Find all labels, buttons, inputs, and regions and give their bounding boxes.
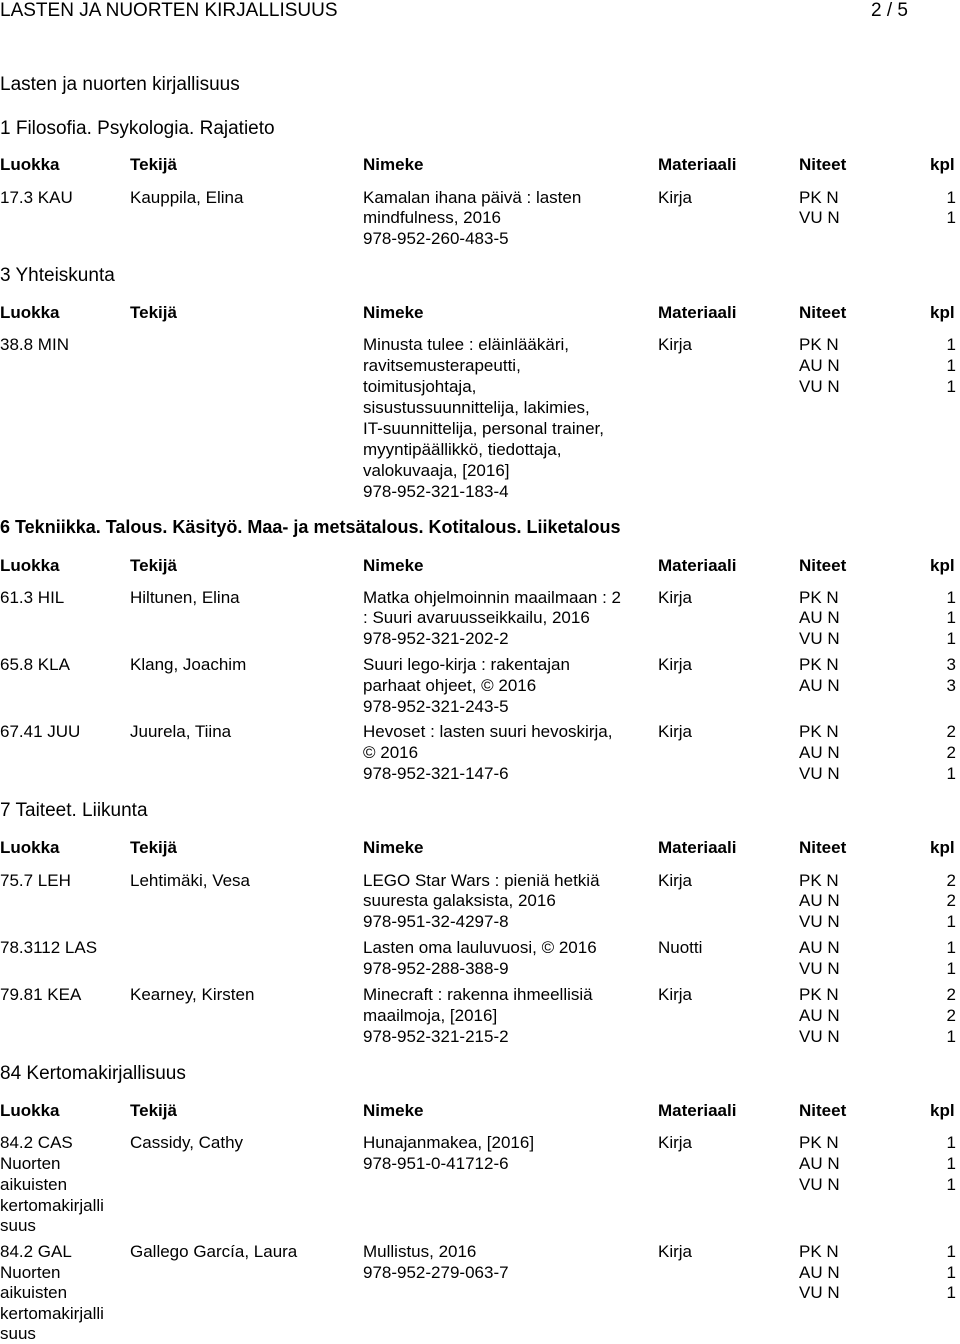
- entry-materiaali: Kirja: [658, 985, 693, 1004]
- col-nimeke: Nimeke: [363, 155, 424, 174]
- entry-kpl: 3: [946, 655, 956, 674]
- entry-isbn: 978-952-321-202-2: [363, 629, 509, 648]
- entry-tekija: Kearney, Kirsten: [130, 985, 255, 1004]
- entry-kpl: 2: [946, 985, 956, 1004]
- entry-nimeke-line: maailmoja, [2016]: [363, 1006, 498, 1025]
- entry-luokka: kertomakirjalli: [0, 1196, 104, 1215]
- col-tekija: Tekijä: [130, 556, 177, 575]
- col-luokka: Luokka: [0, 303, 60, 322]
- entry-niteet: AU N: [799, 891, 840, 910]
- col-nimeke: Nimeke: [363, 303, 424, 322]
- entry-niteet: AU N: [799, 356, 840, 375]
- col-niteet: Niteet: [799, 1101, 847, 1120]
- entry-nimeke-line: suuresta galaksista, 2016: [363, 891, 556, 910]
- entry-materiaali: Kirja: [658, 871, 693, 890]
- entry-materiaali: Kirja: [658, 335, 693, 354]
- entry-niteet: VU N: [799, 629, 840, 648]
- entry-luokka: 65.8 KLA: [0, 655, 70, 674]
- entry-luokka: 38.8 MIN: [0, 335, 69, 354]
- document-title: Lasten ja nuorten kirjallisuus: [0, 74, 240, 95]
- entry-kpl: 1: [946, 356, 956, 375]
- entry-niteet: PK N: [799, 871, 839, 890]
- entry-kpl: 1: [946, 1154, 956, 1173]
- entry-kpl: 1: [946, 208, 956, 227]
- entry-nimeke-line: Mullistus, 2016: [363, 1242, 477, 1261]
- entry-materiaali: Kirja: [658, 588, 693, 607]
- entry-luokka: 17.3 KAU: [0, 188, 73, 207]
- entry-luokka: suus: [0, 1216, 36, 1235]
- entry-luokka: kertomakirjalli: [0, 1304, 104, 1323]
- entry-luokka: Nuorten: [0, 1154, 61, 1173]
- entry-niteet: PK N: [799, 588, 839, 607]
- entry-niteet: AU N: [799, 938, 840, 957]
- entry-niteet: VU N: [799, 208, 840, 227]
- col-kpl: kpl: [930, 1101, 955, 1120]
- entry-isbn: 978-952-288-388-9: [363, 959, 509, 978]
- entry-kpl: 2: [946, 871, 956, 890]
- entry-kpl: 1: [946, 377, 956, 396]
- entry-kpl: 2: [946, 743, 956, 762]
- entry-kpl: 1: [946, 335, 956, 354]
- col-materiaali: Materiaali: [658, 303, 737, 322]
- entry-nimeke-line: ravitsemusterapeutti,: [363, 356, 521, 375]
- col-materiaali: Materiaali: [658, 838, 737, 857]
- section-title: 7 Taiteet. Liikunta: [0, 800, 148, 821]
- entry-niteet: VU N: [799, 1027, 840, 1046]
- entry-materiaali: Kirja: [658, 655, 693, 674]
- entry-niteet: PK N: [799, 722, 839, 741]
- section-title: 84 Kertomakirjallisuus: [0, 1063, 186, 1084]
- entry-nimeke-line: valokuvaaja, [2016]: [363, 461, 510, 480]
- entry-isbn: 978-952-321-215-2: [363, 1027, 509, 1046]
- entry-niteet: AU N: [799, 608, 840, 627]
- col-materiaali: Materiaali: [658, 155, 737, 174]
- entry-nimeke-line: Hevoset : lasten suuri hevoskirja,: [363, 722, 613, 741]
- col-tekija: Tekijä: [130, 838, 177, 857]
- entry-kpl: 1: [946, 1263, 956, 1282]
- col-tekija: Tekijä: [130, 303, 177, 322]
- entry-kpl: 3: [946, 676, 956, 695]
- entry-isbn: 978-952-260-483-5: [363, 229, 509, 248]
- entry-kpl: 1: [946, 1242, 956, 1261]
- entry-niteet: VU N: [799, 1283, 840, 1302]
- entry-luokka: suus: [0, 1324, 36, 1343]
- entry-materiaali: Kirja: [658, 1242, 693, 1261]
- col-kpl: kpl: [930, 838, 955, 857]
- entry-kpl: 2: [946, 722, 956, 741]
- entry-isbn: 978-951-32-4297-8: [363, 912, 509, 931]
- entry-niteet: VU N: [799, 912, 840, 931]
- entry-luokka: 78.3112 LAS: [0, 938, 98, 957]
- entry-kpl: 1: [946, 1283, 956, 1302]
- entry-nimeke-line: sisustussuunnittelija, lakimies,: [363, 398, 590, 417]
- entry-kpl: 2: [946, 891, 956, 910]
- col-kpl: kpl: [930, 556, 955, 575]
- section-title: 6 Tekniikka. Talous. Käsityö. Maa- ja metsätalous. Kotitalous. Liiketalous: [0, 517, 621, 537]
- entry-isbn: 978-952-279-063-7: [363, 1263, 509, 1282]
- entry-nimeke-line: IT-suunnittelija, personal trainer,: [363, 419, 604, 438]
- entry-materiaali: Kirja: [658, 722, 693, 741]
- col-materiaali: Materiaali: [658, 556, 737, 575]
- entry-nimeke-line: Matka ohjelmoinnin maailmaan : 2: [363, 588, 621, 607]
- col-luokka: Luokka: [0, 838, 60, 857]
- entry-luokka: 84.2 GAL: [0, 1242, 72, 1261]
- page-number: 2 / 5: [871, 0, 908, 21]
- entry-nimeke-line: © 2016: [363, 743, 419, 762]
- entry-niteet: VU N: [799, 764, 840, 783]
- col-niteet: Niteet: [799, 838, 847, 857]
- entry-kpl: 1: [946, 188, 956, 207]
- col-nimeke: Nimeke: [363, 556, 424, 575]
- entry-niteet: AU N: [799, 676, 840, 695]
- entry-niteet: VU N: [799, 377, 840, 396]
- entry-kpl: 1: [946, 629, 956, 648]
- entry-kpl: 2: [946, 1006, 956, 1025]
- entry-nimeke-line: parhaat ohjeet, © 2016: [363, 676, 537, 695]
- entry-niteet: VU N: [799, 959, 840, 978]
- col-luokka: Luokka: [0, 1101, 60, 1120]
- col-materiaali: Materiaali: [658, 1101, 737, 1120]
- entry-luokka: aikuisten: [0, 1175, 68, 1194]
- entry-luokka: 84.2 CAS: [0, 1133, 73, 1152]
- entry-tekija: Cassidy, Cathy: [130, 1133, 244, 1152]
- entry-nimeke-line: Suuri lego-kirja : rakentajan: [363, 655, 570, 674]
- col-tekija: Tekijä: [130, 155, 177, 174]
- entry-niteet: AU N: [799, 743, 840, 762]
- entry-nimeke-line: Minusta tulee : eläinlääkäri,: [363, 335, 570, 354]
- entry-niteet: PK N: [799, 655, 839, 674]
- entry-kpl: 1: [946, 1175, 956, 1194]
- entry-nimeke-line: LEGO Star Wars : pieniä hetkiä: [363, 871, 600, 890]
- entry-tekija: Klang, Joachim: [130, 655, 247, 674]
- entry-nimeke-line: Hunajanmakea, [2016]: [363, 1133, 535, 1152]
- col-niteet: Niteet: [799, 556, 847, 575]
- entry-kpl: 1: [946, 1027, 956, 1046]
- entry-luokka: aikuisten: [0, 1283, 68, 1302]
- col-kpl: kpl: [930, 155, 955, 174]
- entry-niteet: AU N: [799, 1006, 840, 1025]
- col-nimeke: Nimeke: [363, 1101, 424, 1120]
- entry-niteet: AU N: [799, 1263, 840, 1282]
- entry-nimeke-line: myyntipäällikkö, tiedottaja,: [363, 440, 562, 459]
- col-tekija: Tekijä: [130, 1101, 177, 1120]
- entry-luokka: 75.7 LEH: [0, 871, 71, 890]
- entry-nimeke-line: : Suuri avaruusseikkailu, 2016: [363, 608, 590, 627]
- col-nimeke: Nimeke: [363, 838, 424, 857]
- entry-luokka: 61.3 HIL: [0, 588, 65, 607]
- entry-kpl: 1: [946, 938, 956, 957]
- section-title: 3 Yhteiskunta: [0, 265, 115, 286]
- page-header-title: LASTEN JA NUORTEN KIRJALLISUUS: [0, 0, 338, 21]
- entry-kpl: 1: [946, 608, 956, 627]
- entry-niteet: PK N: [799, 335, 839, 354]
- entry-kpl: 1: [946, 1133, 956, 1152]
- entry-niteet: PK N: [799, 1133, 839, 1152]
- col-niteet: Niteet: [799, 303, 847, 322]
- entry-nimeke-line: mindfulness, 2016: [363, 208, 501, 227]
- entry-kpl: 1: [946, 588, 956, 607]
- entry-niteet: PK N: [799, 985, 839, 1004]
- entry-isbn: 978-952-321-243-5: [363, 697, 509, 716]
- col-luokka: Luokka: [0, 155, 60, 174]
- col-kpl: kpl: [930, 303, 955, 322]
- entry-nimeke-line: Minecraft : rakenna ihmeellisiä: [363, 985, 593, 1004]
- entry-nimeke-line: Kamalan ihana päivä : lasten: [363, 188, 582, 207]
- col-luokka: Luokka: [0, 556, 60, 575]
- entry-tekija: Gallego García, Laura: [130, 1242, 298, 1261]
- entry-niteet: PK N: [799, 1242, 839, 1261]
- entry-materiaali: Nuotti: [658, 938, 703, 957]
- entry-niteet: PK N: [799, 188, 839, 207]
- entry-niteet: AU N: [799, 1154, 840, 1173]
- col-niteet: Niteet: [799, 155, 847, 174]
- entry-tekija: Hiltunen, Elina: [130, 588, 240, 607]
- entry-tekija: Kauppila, Elina: [130, 188, 244, 207]
- entry-tekija: Lehtimäki, Vesa: [130, 871, 251, 890]
- entry-materiaali: Kirja: [658, 188, 693, 207]
- entry-isbn: 978-952-321-147-6: [363, 764, 509, 783]
- entry-kpl: 1: [946, 959, 956, 978]
- entry-tekija: Juurela, Tiina: [130, 722, 232, 741]
- entry-nimeke-line: toimitusjohtaja,: [363, 377, 477, 396]
- entry-luokka: 67.41 JUU: [0, 722, 81, 741]
- entry-isbn: 978-951-0-41712-6: [363, 1154, 509, 1173]
- entry-niteet: VU N: [799, 1175, 840, 1194]
- entry-luokka: 79.81 KEA: [0, 985, 82, 1004]
- entry-kpl: 1: [946, 912, 956, 931]
- section-title: 1 Filosofia. Psykologia. Rajatieto: [0, 118, 275, 139]
- entry-nimeke-line: Lasten oma lauluvuosi, © 2016: [363, 938, 597, 957]
- entry-materiaali: Kirja: [658, 1133, 693, 1152]
- entry-luokka: Nuorten: [0, 1263, 61, 1282]
- entry-kpl: 1: [946, 764, 956, 783]
- entry-isbn: 978-952-321-183-4: [363, 482, 509, 501]
